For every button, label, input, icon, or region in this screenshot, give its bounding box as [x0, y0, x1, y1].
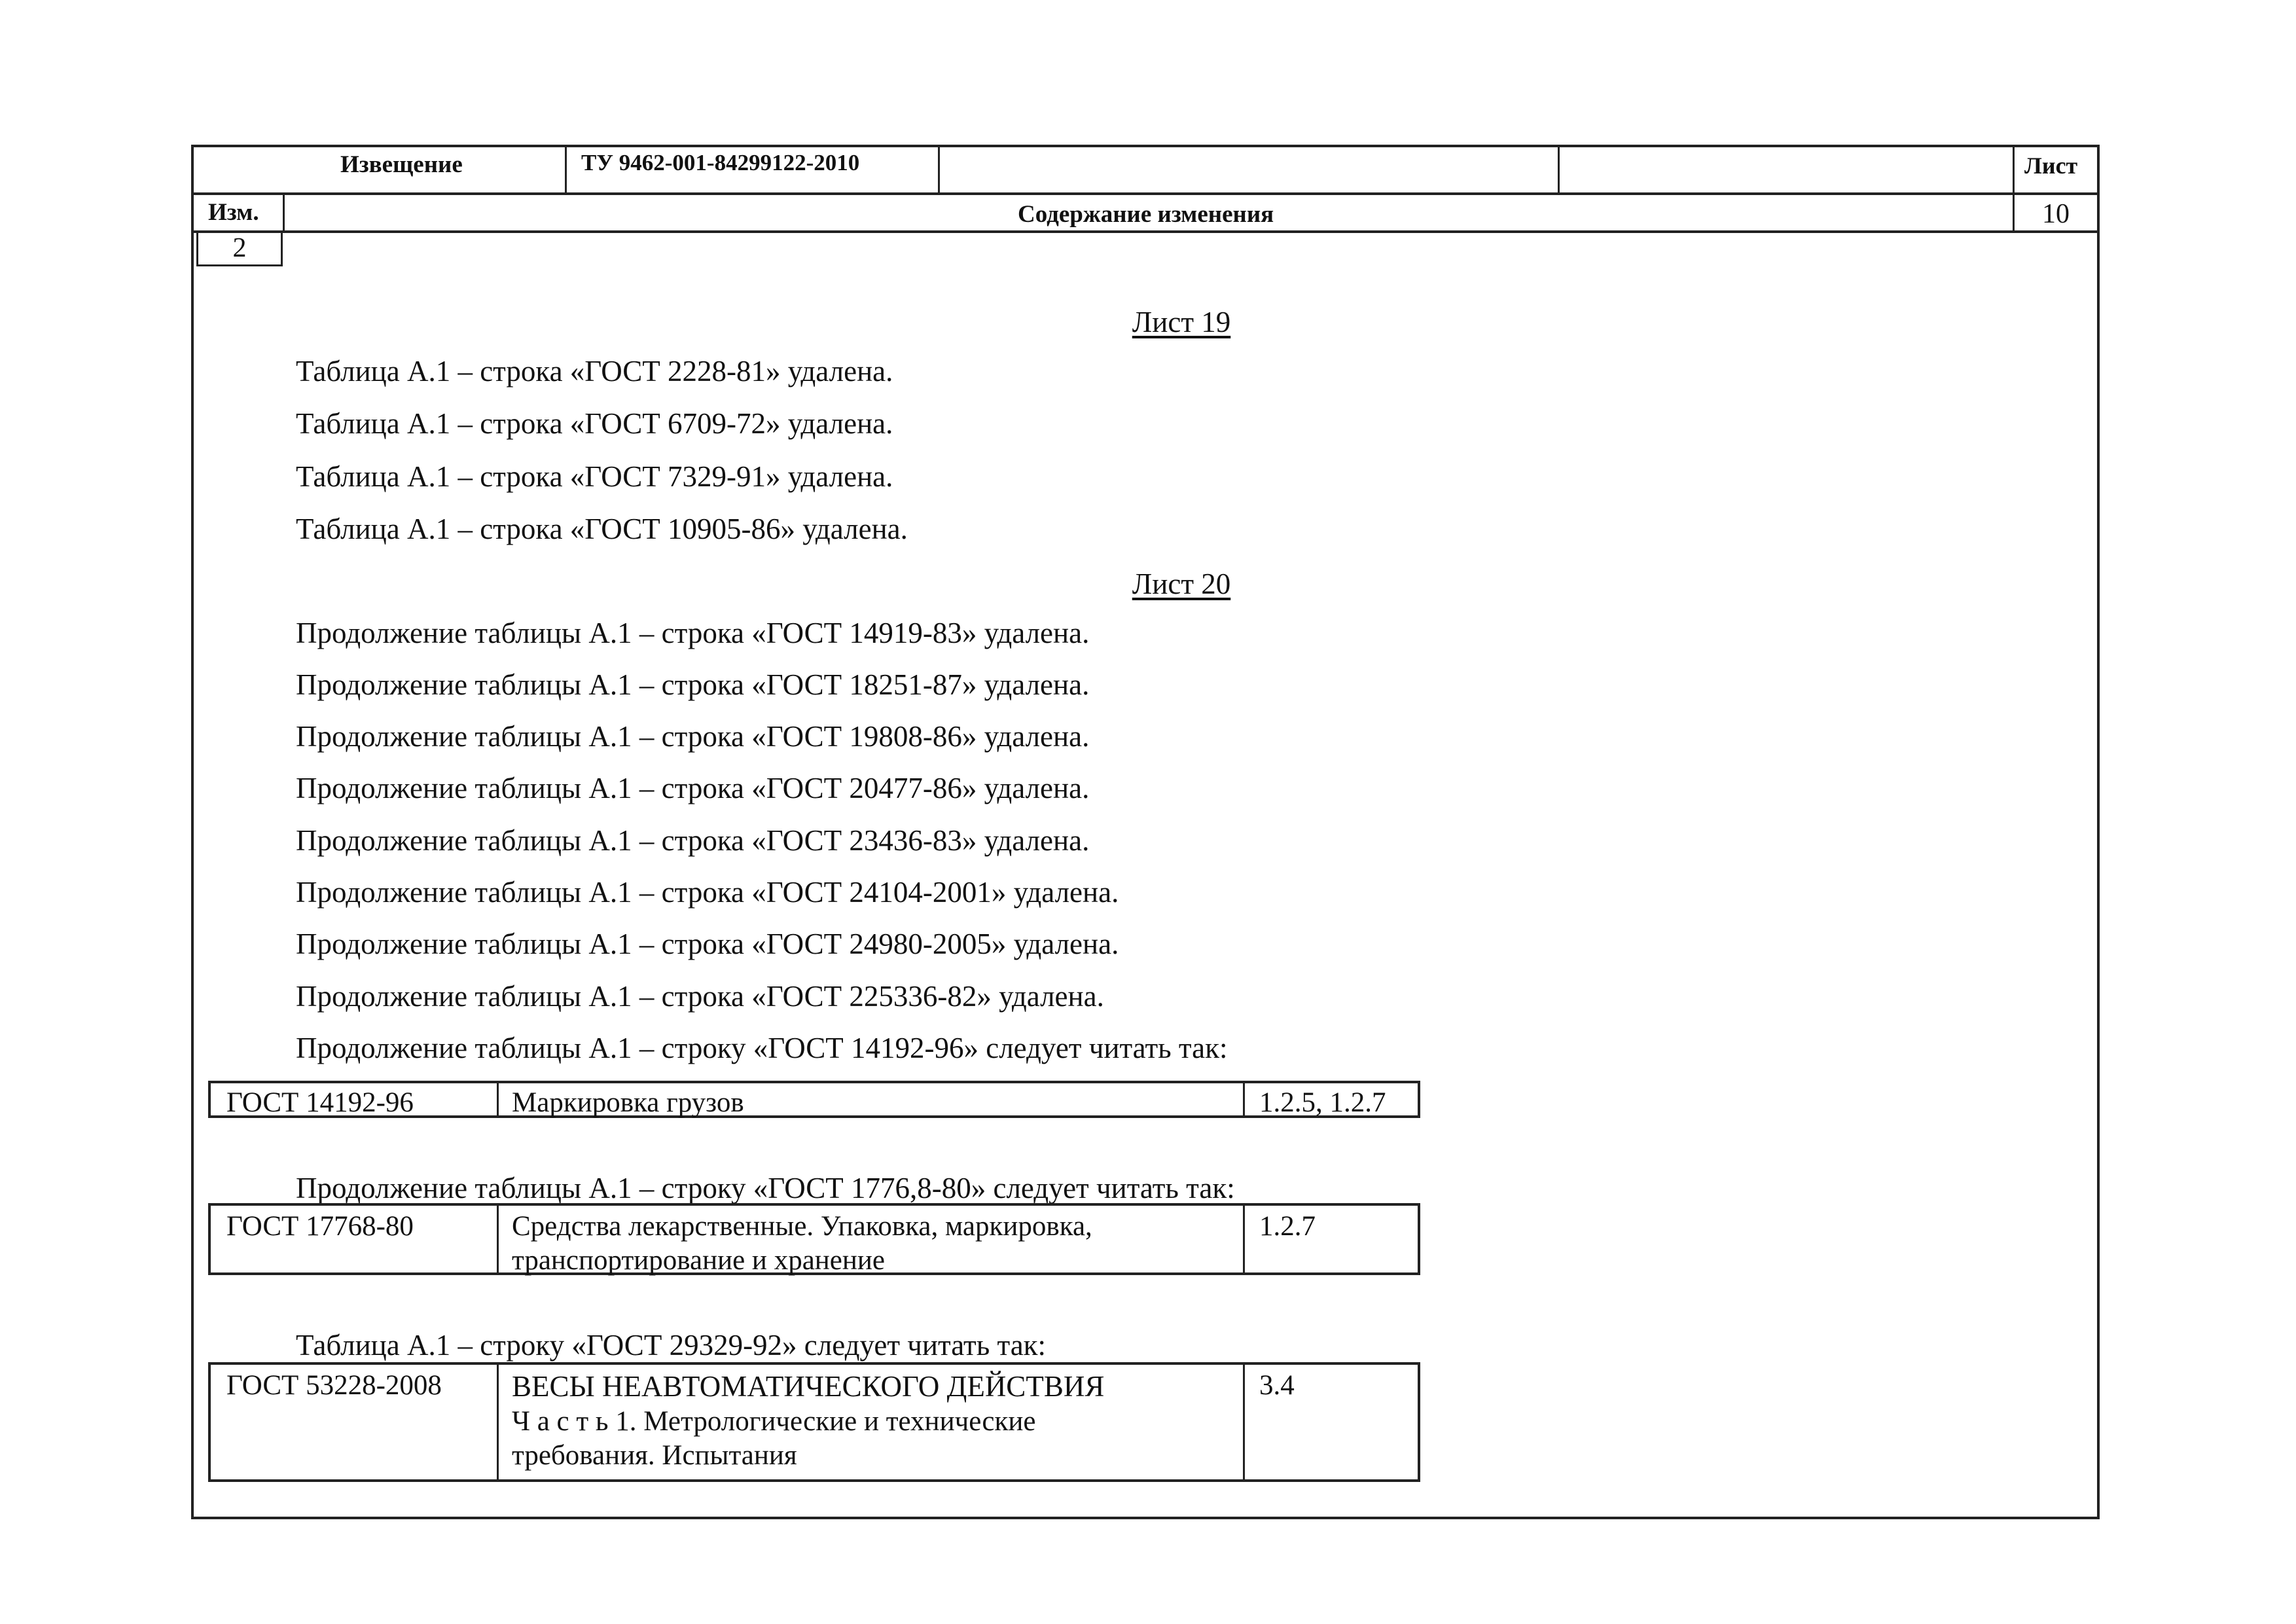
table-cell-standard: ГОСТ 53228-2008 [211, 1365, 499, 1479]
notice-label: Извещение [340, 151, 463, 178]
change-line: Продолжение таблицы А.1 – строка «ГОСТ 18251-87» удалена. [296, 668, 1090, 701]
header-vline-izm [283, 194, 285, 232]
table-cell-title-line: ВЕСЫ НЕАВТОМАТИЧЕСКОГО ДЕЙСТВИЯ [512, 1370, 1105, 1403]
table-cell-title: Средства лекарственные. Упаковка, маркировка, транспортирование и хранение [499, 1206, 1245, 1272]
change-line: Продолжение таблицы А.1 – строка «ГОСТ 225336-82» удалена. [296, 980, 1104, 1013]
table-cell-title: Маркировка грузов [499, 1083, 1245, 1115]
header-vline-notice [565, 145, 567, 194]
change-line: Продолжение таблицы А.1 – строка «ГОСТ 19808-86» удалена. [296, 720, 1090, 753]
table-cell-clauses: 1.2.5, 1.2.7 [1259, 1087, 1386, 1118]
table-cell-title [499, 1365, 1245, 1479]
sheet-heading-20: Лист 20 [1132, 568, 1231, 600]
content-label: Содержание изменения [1018, 201, 1274, 228]
sheet-label: Лист [2024, 153, 2078, 179]
table-cell-standard: ГОСТ 14192-96 [211, 1083, 499, 1115]
table-cell-standard: ГОСТ 17768-80 [211, 1206, 499, 1272]
header-vline-blank [1558, 145, 1560, 194]
doc-code: ТУ 9462-001-84299122-2010 [581, 150, 860, 175]
table-cell-clauses: 3.4 [1259, 1370, 1295, 1401]
table-cell-title-line: требования. Испытания [512, 1440, 797, 1471]
table-intro: Продолжение таблицы А.1 – строку «ГОСТ 1776,8-80» следует читать так: [296, 1172, 1235, 1204]
table-intro: Таблица А.1 – строку «ГОСТ 29329-92» следует читать так: [296, 1329, 1047, 1362]
change-line: Таблица А.1 – строка «ГОСТ 6709-72» удалена. [296, 407, 893, 440]
change-line: Продолжение таблицы А.1 – строка «ГОСТ 20477-86» удалена. [296, 772, 1090, 804]
header-vline-code [938, 145, 940, 194]
sheet-number: 10 [2042, 199, 2070, 229]
change-line: Продолжение таблицы А.1 – строка «ГОСТ 24980-2005» удалена. [296, 928, 1119, 960]
change-line: Таблица А.1 – строка «ГОСТ 7329-91» удалена. [296, 460, 893, 493]
table-cell-clauses: 1.2.7 [1259, 1211, 1316, 1242]
change-line: Продолжение таблицы А.1 – строка «ГОСТ 24104-2001» удалена. [296, 876, 1119, 909]
header-vline-sheet [2013, 145, 2015, 232]
header-divider-1 [191, 192, 2100, 195]
change-number: 2 [196, 232, 283, 266]
change-line: Продолжение таблицы А.1 – строка «ГОСТ 14919-83» удалена. [296, 617, 1090, 649]
change-label: Изм. [208, 199, 259, 226]
change-line: Продолжение таблицы А.1 – строку «ГОСТ 14192-96» следует читать так: [296, 1032, 1228, 1064]
change-line: Таблица А.1 – строка «ГОСТ 2228-81» удалена. [296, 355, 893, 388]
header-divider-2 [194, 230, 2100, 233]
sheet-heading-19: Лист 19 [1132, 306, 1231, 338]
table-cell-title-line: Ч а с т ь 1. Метрологические и технические [512, 1405, 1036, 1437]
replacement-table [208, 1081, 1420, 1118]
change-line: Продолжение таблицы А.1 – строка «ГОСТ 23436-83» удалена. [296, 824, 1090, 857]
change-line: Таблица А.1 – строка «ГОСТ 10905-86» удалена. [296, 513, 908, 545]
replacement-table [208, 1362, 1420, 1482]
replacement-table [208, 1203, 1420, 1275]
